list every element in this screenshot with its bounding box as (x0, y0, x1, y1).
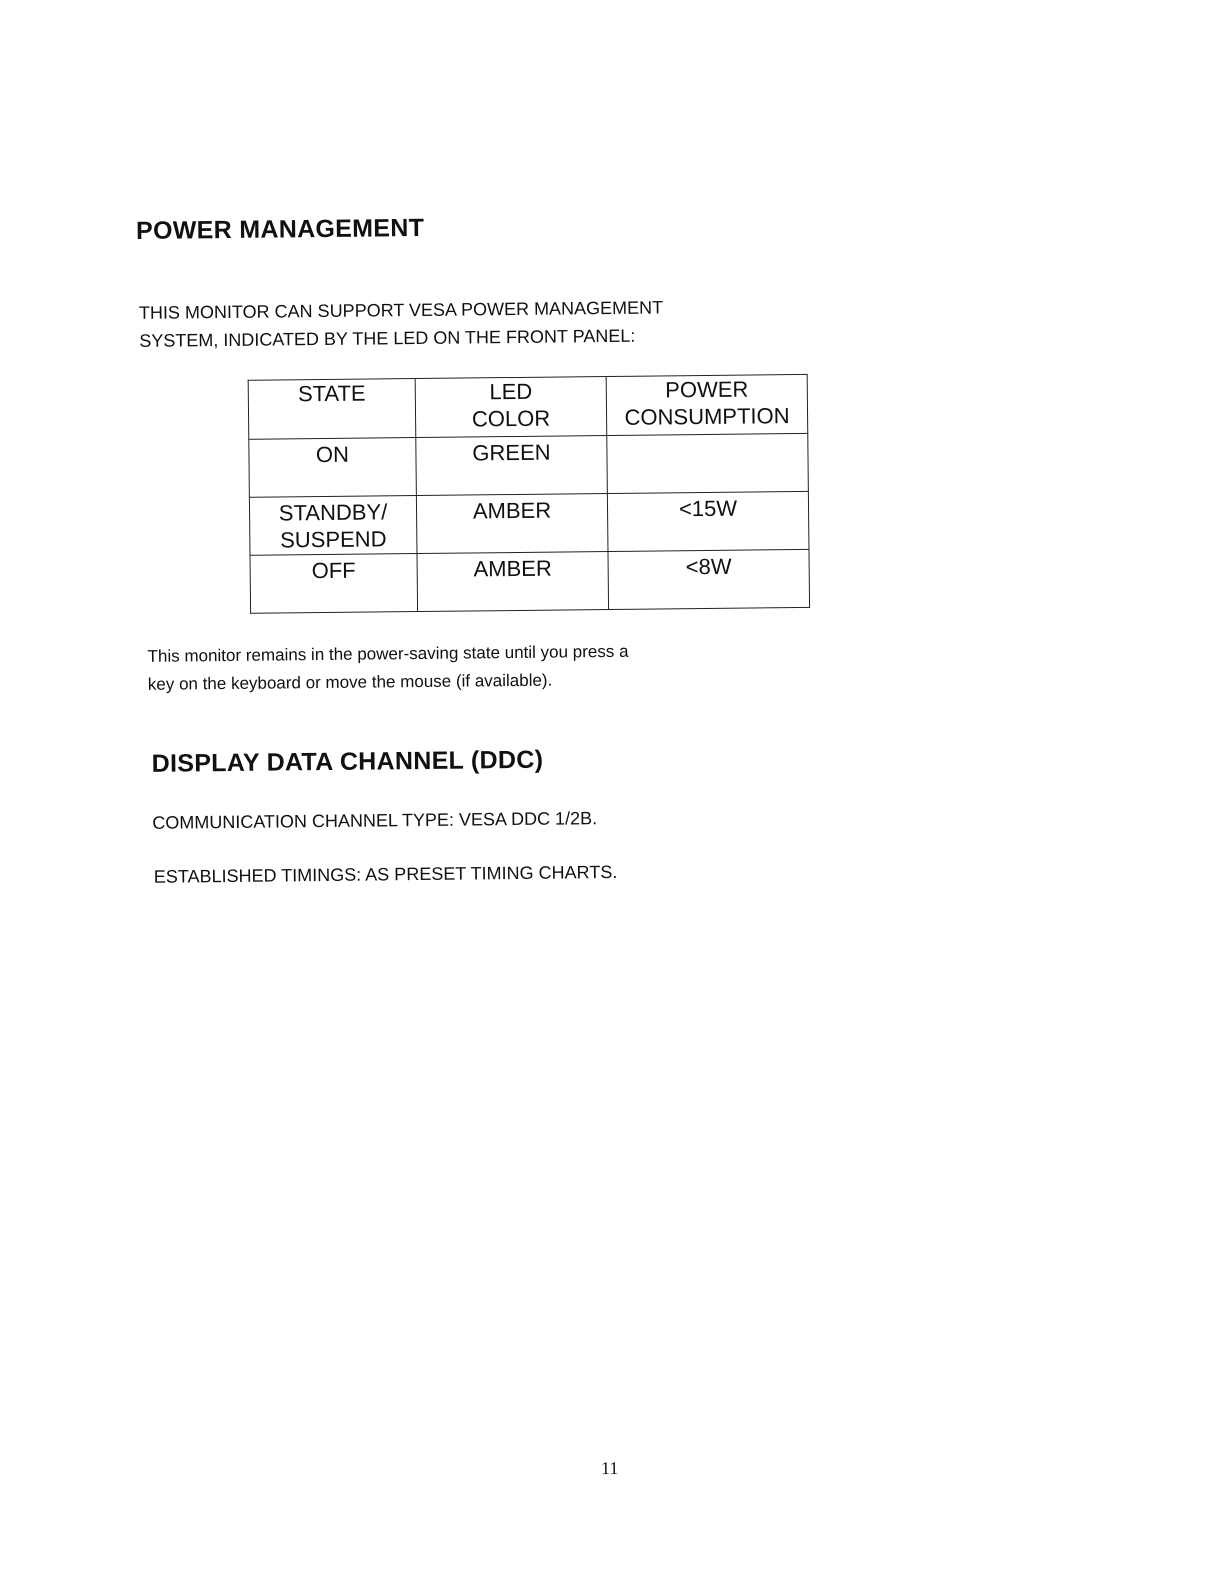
table-row (250, 549, 810, 613)
header-power-line-2: CONSUMPTION (624, 403, 790, 430)
page-number: 11 (600, 1457, 619, 1479)
power-standby-value: <15W (678, 495, 738, 522)
header-led-line-1: LED (489, 378, 533, 405)
note-line-2: key on the keyboard or move the mouse (if available). (147, 670, 553, 694)
power-management-heading: POWER MANAGEMENT (135, 213, 425, 245)
led-amber: AMBER (472, 497, 552, 524)
led-cell (416, 436, 608, 496)
header-state (248, 379, 416, 440)
led-amber: AMBER (473, 555, 552, 582)
power-cell (607, 491, 809, 551)
ddc-heading: DISPLAY DATA CHANNEL (DDC) (151, 745, 544, 778)
power-on-value (607, 434, 807, 438)
led-cell (416, 494, 608, 554)
intro-line-2: SYSTEM, INDICATED BY THE LED ON THE FRONT PANEL: (139, 325, 636, 351)
header-state-label: STATE (297, 380, 366, 407)
header-power-consumption (606, 374, 808, 435)
table-row (249, 433, 809, 497)
power-states-table (248, 374, 810, 614)
header-power-line-1: POWER (665, 376, 749, 403)
led-cell (417, 552, 609, 612)
header-led-line-2: COLOR (471, 405, 551, 432)
communication-channel-type: COMMUNICATION CHANNEL TYPE: VESA DDC 1/2B. (152, 808, 598, 833)
table-row (249, 491, 809, 555)
power-management-intro (139, 293, 664, 354)
power-cell (608, 549, 810, 609)
power-saving-note (147, 638, 629, 699)
power-cell (607, 433, 809, 493)
header-led-color (415, 377, 607, 438)
state-off: OFF (311, 557, 356, 584)
state-standby-line-2: SUSPEND (280, 526, 387, 553)
led-green: GREEN (472, 439, 551, 466)
state-cell (250, 554, 418, 614)
table-header-row (248, 374, 808, 439)
state-standby-line-1: STANDBY/ (278, 499, 388, 526)
state-cell (249, 438, 417, 498)
state-cell (249, 496, 417, 556)
note-line-1: This monitor remains in the power-saving state until you press a (147, 641, 629, 666)
state-standby (250, 496, 417, 554)
established-timings: ESTABLISHED TIMINGS: AS PRESET TIMING CHARTS. (153, 861, 618, 887)
intro-line-1: THIS MONITOR CAN SUPPORT VESA POWER MANAGEMENT (138, 297, 664, 323)
power-off-value: <8W (685, 553, 732, 580)
state-on: ON (315, 441, 350, 468)
